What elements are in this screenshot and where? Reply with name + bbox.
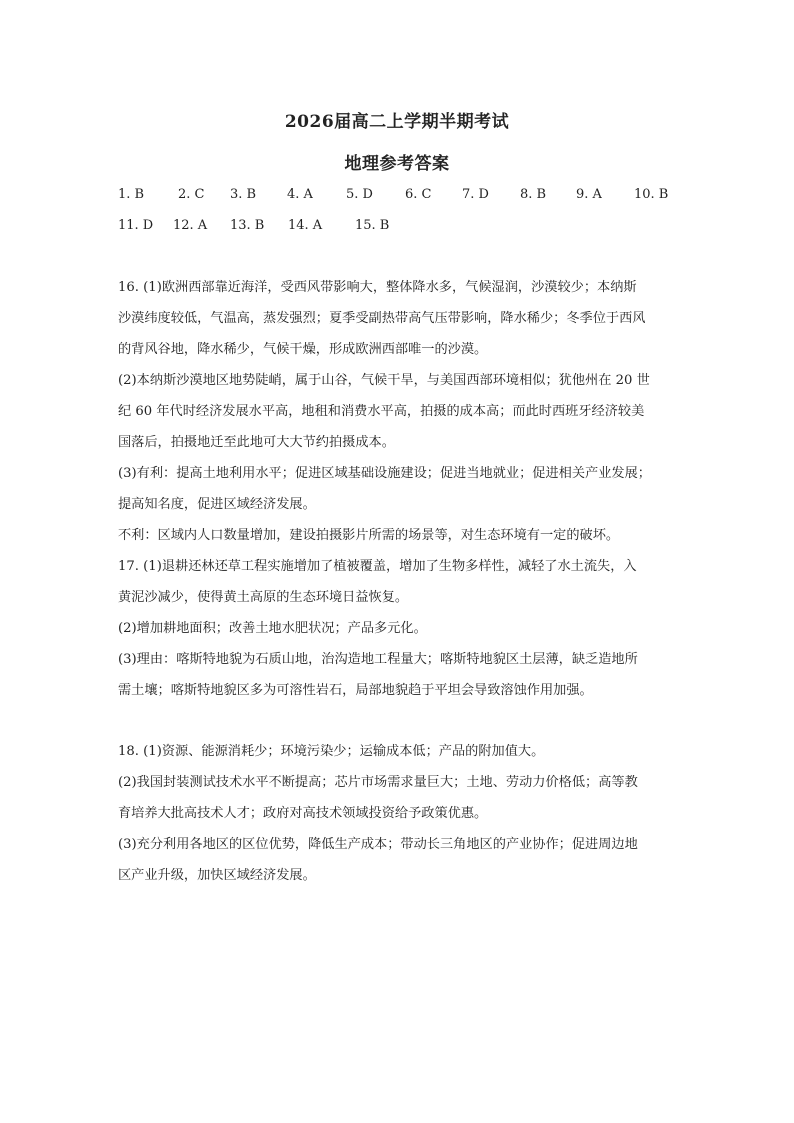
answer-16-line: (3)有利：提高土地利用水平；促进区域基础设施建设；促进当地就业；促进相关产业发展； [118, 466, 651, 481]
choice-answer: 4. A [287, 187, 313, 202]
exam-title: 2026届高二上学期半期考试 [284, 112, 510, 132]
choice-answer: 13. B [230, 218, 265, 233]
answer-16-line: (2)本纳斯沙漠地区地势陡峭，属于山谷，气候干旱，与美国西部环境相似；犹他州在 20 世 [118, 373, 650, 388]
choice-answer: 3. B [230, 187, 257, 202]
answer-18-line: 区产业升级，加快区域经济发展。 [118, 868, 316, 883]
answer-17-line: 17. (1)退耕还林还草工程实施增加了植被覆盖，增加了生物多样性，减轻了水土流失，入 [118, 559, 637, 574]
answer-18-line: 育培养大批高技术人才；政府对高技术领域投资给予政策优惠。 [118, 806, 488, 821]
answer-16-line: 不利：区域内人口数量增加，建设拍摄影片所需的场景等，对生态环境有一定的破坏。 [118, 528, 620, 543]
answer-17-line: 黄泥沙减少，使得黄土高原的生态环境日益恢复。 [118, 590, 409, 605]
choice-answer: 7. D [462, 187, 489, 202]
choice-answer: 11. D [118, 218, 154, 233]
answer-17-line: 需土壤；喀斯特地貌区多为可溶性岩石，局部地貌趋于平坦会导致溶蚀作用加强。 [118, 683, 593, 698]
choice-answer: 14. A [288, 218, 323, 233]
answer-16-line: 纪 60 年代时经济发展水平高，地租和消费水平高，拍摄的成本高；而此时西班牙经济较美 [118, 404, 645, 419]
answer-16-line: 的背风谷地，降水稀少，气候干燥，形成欧洲西部唯一的沙漠。 [118, 342, 488, 357]
choice-answer: 5. D [346, 187, 373, 202]
choice-answer: 10. B [634, 187, 669, 202]
answer-18-line: 18. (1)资源、能源消耗少；环境污染少；运输成本低；产品的附加值大。 [118, 744, 545, 759]
answer-key-subtitle: 地理参考答案 [344, 154, 450, 174]
choice-answer: 9. A [576, 187, 602, 202]
choice-answer: 8. B [520, 187, 547, 202]
choice-answer: 15. B [355, 218, 390, 233]
answer-17-line: (3)理由：喀斯特地貌为石质山地，治沟造地工程量大；喀斯特地貌区土层薄，缺乏造地所 [118, 652, 638, 667]
answer-18-line: (2)我国封装测试技术水平不断提高；芯片市场需求量巨大；土地、劳动力价格低；高等教 [118, 775, 638, 790]
answer-16-line: 国落后，拍摄地迁至此地可大大节约拍摄成本。 [118, 435, 395, 450]
answer-17-line: (2)增加耕地面积；改善土地水肥状况；产品多元化。 [118, 621, 427, 636]
answer-18-line: (3)充分利用各地区的区位优势，降低生产成本；带动长三角地区的产业协作；促进周边地 [118, 837, 638, 852]
answer-16-line: 16. (1)欧洲西部靠近海洋，受西风带影响大，整体降水多，气候湿润，沙漠较少；本纳斯 [118, 280, 637, 295]
answer-16-line: 提高知名度，促进区域经济发展。 [118, 497, 316, 512]
choice-answer: 2. C [178, 187, 205, 202]
choice-answer: 12. A [173, 218, 208, 233]
choice-answer: 1. B [118, 187, 145, 202]
answer-16-line: 沙漠纬度较低，气温高，蒸发强烈；夏季受副热带高气压带影响，降水稀少；冬季位于西风 [118, 311, 646, 326]
choice-answer: 6. C [405, 187, 432, 202]
